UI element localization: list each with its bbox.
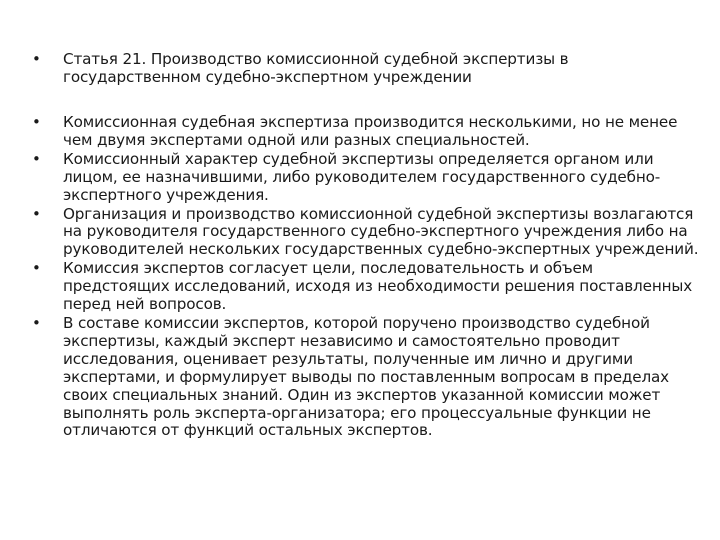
list-item-text: В составе комиссии экспертов, которой поручено производство судебной экспертизы, каждый эксперт независимо и самостоятельно проводит исследования, оценивает результаты, полученные им лично и другими экспертами, и формулирует выводы по поставленным вопросам в пределах своих специальных знаний. Один из экспертов указанной комиссии может выполнять роль эксперта-организатора; его процессуальные функции не отличаются от функций остальных экспертов. bbox=[63, 313, 669, 440]
list-item bbox=[32, 315, 700, 440]
article-number: Статья 21. bbox=[63, 50, 147, 68]
list-item-text: Комиссия экспертов согласует цели, последовательность и объем предстоящих исследований, исходя из необходимости решения поставленных перед ней вопросов. bbox=[63, 259, 693, 314]
bullet-marker: • bbox=[32, 50, 41, 68]
list-item-text: Организация и производство комиссионной судебной экспертизы возлагаются на руководителя государственного судебно-экспертного учреждения либо на руководителей нескольких государственных судебно-экспертных учреждений. bbox=[63, 204, 699, 259]
list-item bbox=[32, 114, 700, 150]
heading-item bbox=[32, 51, 692, 87]
list-item bbox=[32, 206, 700, 260]
list-item bbox=[32, 260, 700, 314]
bullet-marker: • bbox=[32, 149, 41, 168]
article-title: Производство комиссионной судебной экспертизы в государственном судебно-экспертном учреждении bbox=[63, 50, 569, 86]
bullet-list bbox=[32, 114, 700, 440]
list-item-text: Комиссионный характер судебной экспертизы определяется органом или лицом, ее назначившими, либо руководителем государственного судебно-экспертного учреждения. bbox=[63, 149, 661, 204]
article-heading bbox=[32, 51, 692, 87]
list-item bbox=[32, 151, 700, 205]
bullet-marker: • bbox=[32, 259, 41, 278]
bullet-marker: • bbox=[32, 113, 41, 131]
bullet-marker: • bbox=[32, 313, 41, 332]
bullet-marker: • bbox=[32, 204, 41, 223]
list-item-text: Комиссионная судебная экспертиза производится несколькими, но не менее чем двумя экспертами одной или разных специальностей. bbox=[63, 113, 678, 149]
